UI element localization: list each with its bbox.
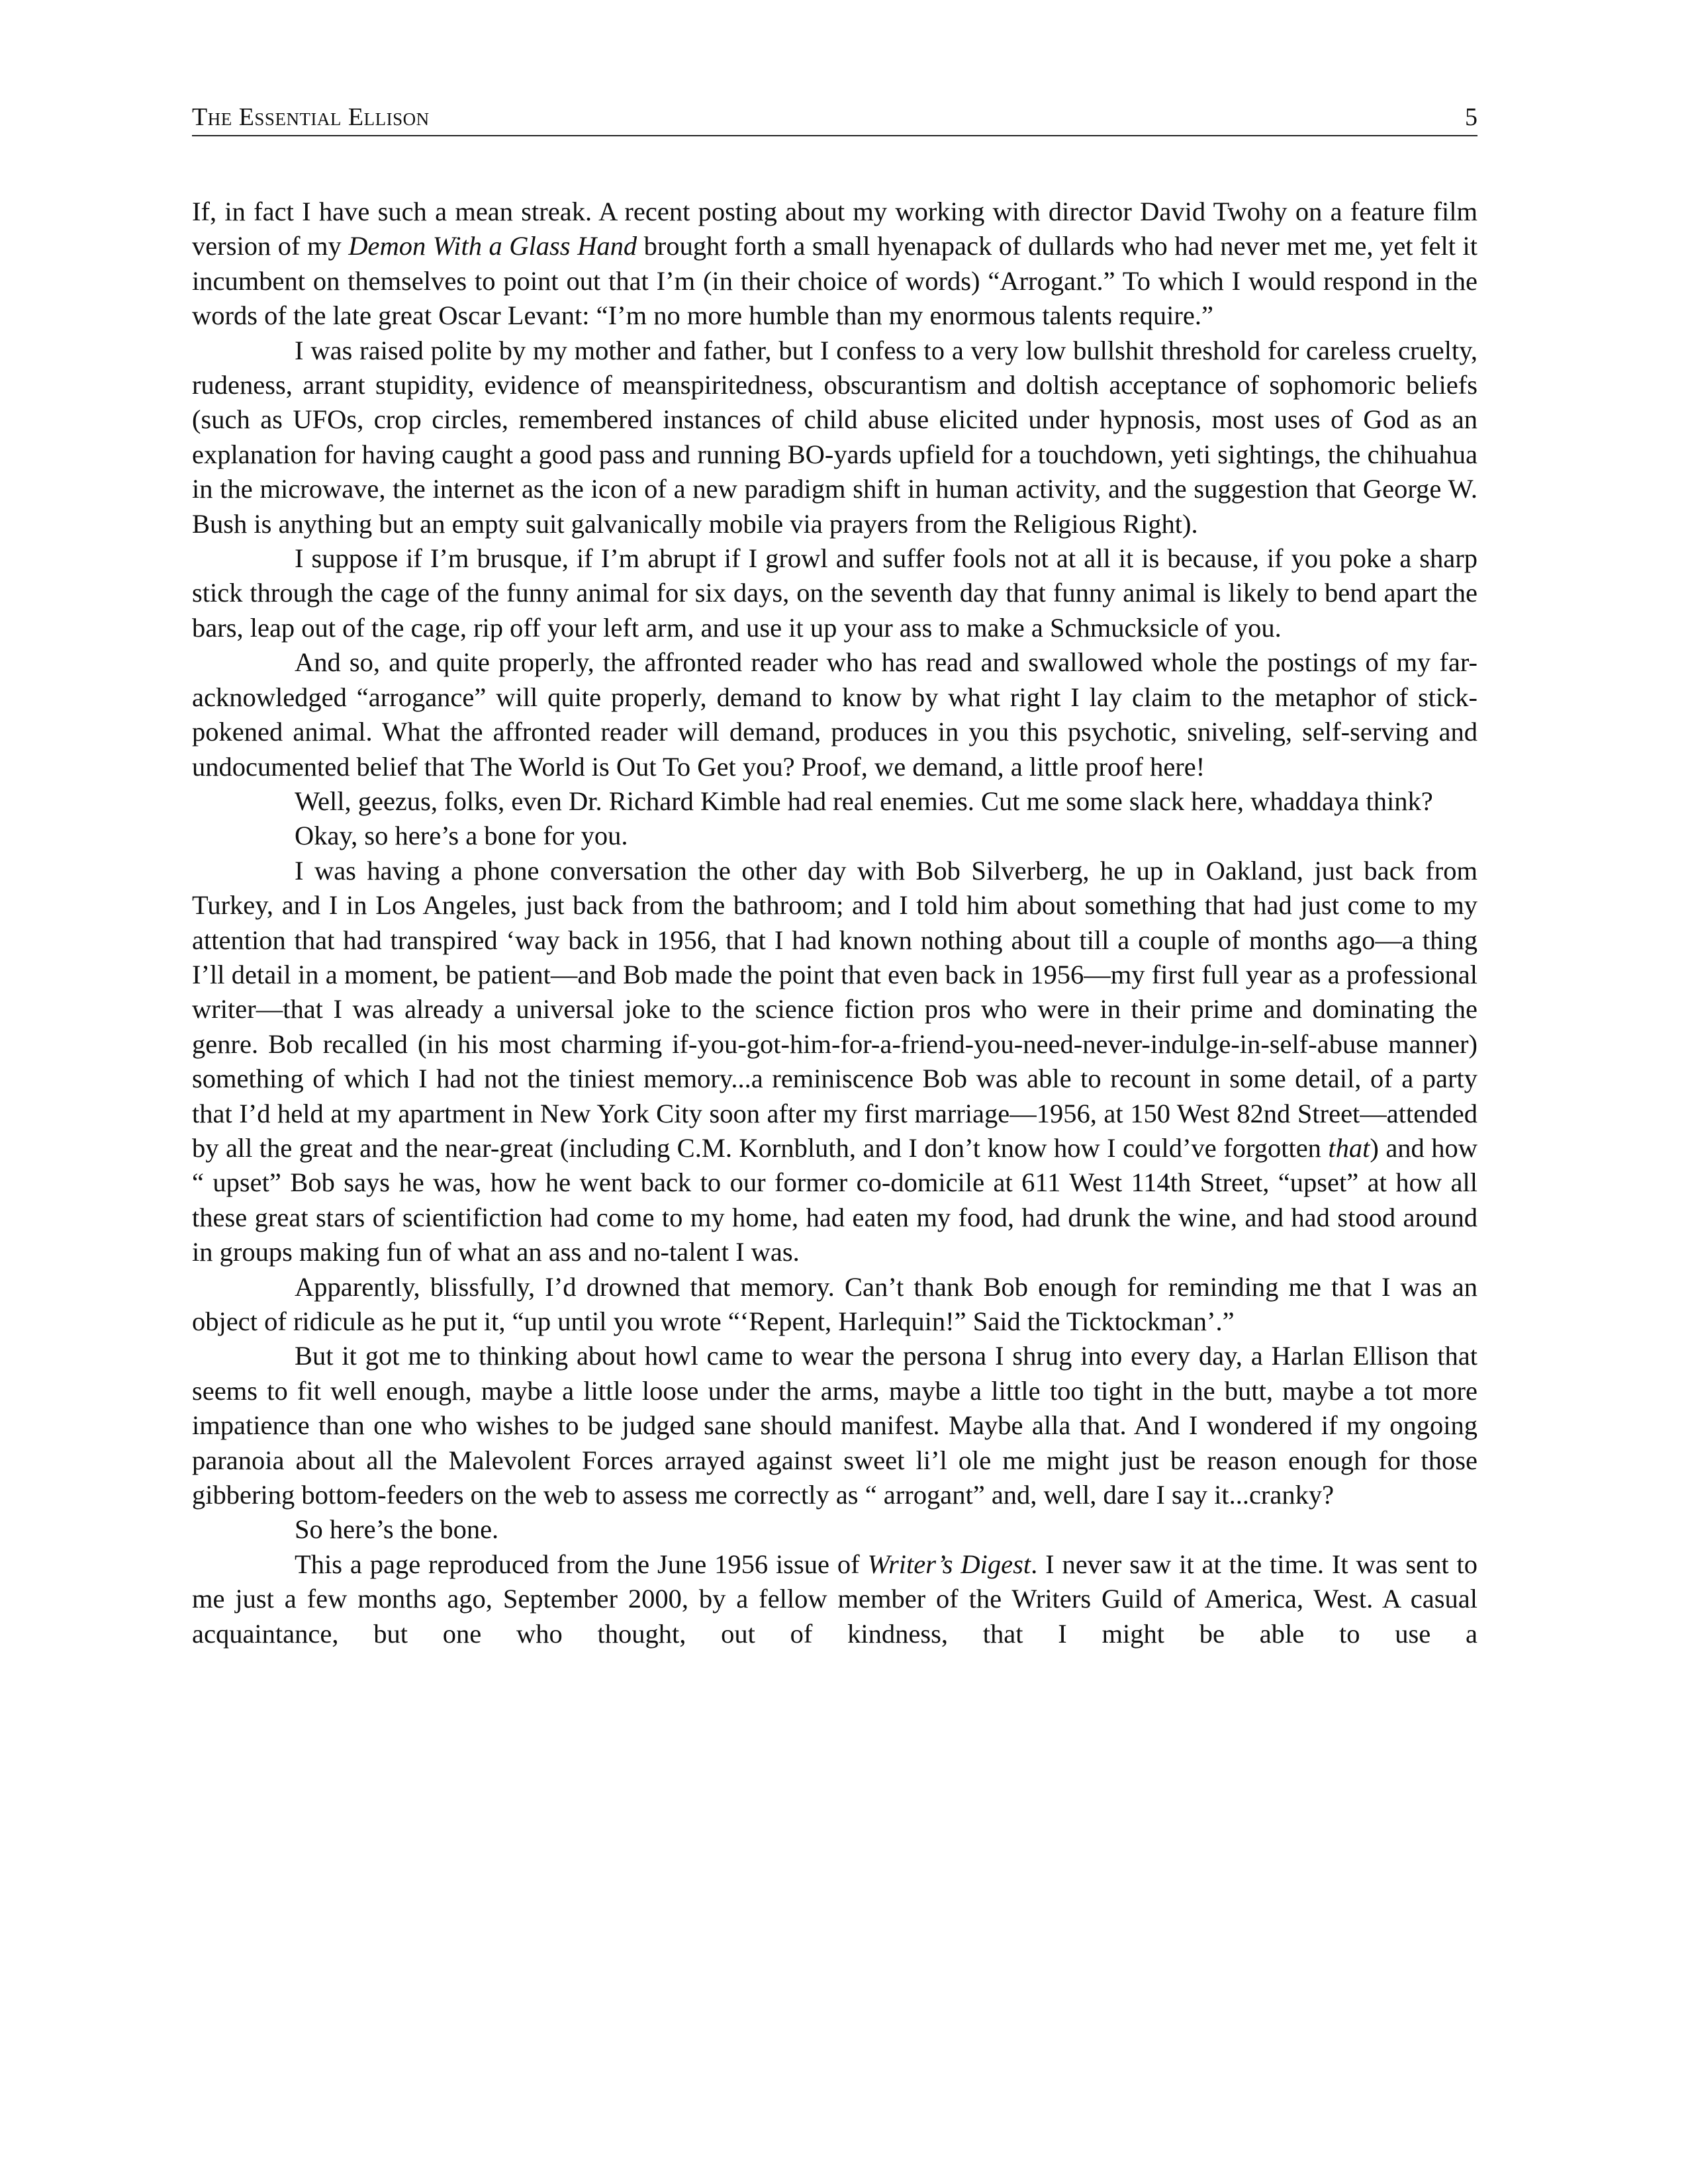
paragraph-text: And so, and quite properly, the affronted reader who has read and swallowed whole the postings of my far-acknowledged “arrogance” will quite properly, demand to know by what right I lay claim to the metaphor of stick-pokened animal. What the affronted reader will demand, produces in you this psychotic, sniveling, self-serving and undocumented belief that The World is Out To Get you? Proof, we demand, a little proof here! [192,647,1477,782]
paragraph [192,195,1477,334]
paragraph-text: ) and how “ upset” Bob says he was, how he went back to our former co-domicile at 611 West 114th Street, “upset” at how all these great stars of scientifiction had come to my home, had eaten my food, had drunk the wine, and had stood around in groups making fun of what an ass and no-talent I was. [192,1132,1477,1267]
paragraph [192,1339,1477,1512]
paragraph-text: brought forth a small hyenapack of dullards who had never met me, yet felt it incumbent on themselves to point out that I’m (in their choice of words) “Arrogant.” To which I would respond in the words of the late great Oscar Levant: “I’m no more humble than my enormous talents require.” [192,231,1478,331]
paragraph-text: I suppose if I’m brusque, if I’m abrupt if I growl and suffer fools not at all it is because, if you poke a sharp stick through the cage of the funny animal for six days, on the seventh day that funny animal is likely to bend apart the bars, leap out of the cage, rip off your left arm, and use it up your ass to make a Schmucksicle of you. [192,543,1477,643]
italic-title-text: Writer’s Digest [867,1549,1031,1579]
paragraph [192,1512,1477,1547]
paragraph [192,819,1477,853]
running-header [192,105,1477,136]
paragraph-text: I was having a phone conversation the other day with Bob Silverberg, he up in Oakland, just back from Turkey, and I in Los Angeles, just back from the bathroom; and I told him about something that had just come to my attention that had transpired ‘way back in 1956, that I had known nothing about till a couple of months ago—a thing I’ll detail in a moment, be patient—and Bob made the point that even back in 1956—my first full year as a professional writer—that I was already a universal joke to the science fiction pros who were in their prime and dominating the genre. Bob recalled (in his most charming if-you-got-him-for-a-friend-you-need-never-indulge-in-self-abuse manner) something of which I had not the tiniest memory...a reminiscence Bob was able to recount in some detail, of a party that I’d held at my apartment in New York City soon after my first marriage—1956, at 150 West 82nd Street—attended by all the great and the near-great (including C.M. Kornbluth, and I don’t know how I could’ve forgotten [192,855,1477,1163]
paragraph [192,334,1477,541]
paragraph-text: But it got me to thinking about howl came to wear the persona I shrug into every day, a Harlan Ellison that seems to fit well enough, maybe a little loose under the arms, maybe a little too tight in the butt, maybe a tot more impatience than one who wishes to be judged sane should manifest. Maybe alla that. And I wondered if my ongoing paranoia about all the Malevolent Forces arrayed against sweet li’l ole me might just be reason enough for those gibbering bottom-feeders on the web to assess me correctly as “ arrogant” and, well, dare I say it...cranky? [192,1341,1477,1510]
paragraph [192,1270,1477,1340]
paragraph [192,541,1477,645]
paragraph-text: Apparently, blissfully, I’d drowned that memory. Can’t thank Bob enough for reminding me that I was an object of ridicule as he put it, “up until you wrote “‘Repent, Harlequin!” Said the Ticktockman’.” [192,1271,1477,1336]
body-text [192,195,1477,1651]
page-number: 5 [1465,103,1477,131]
paragraph [192,645,1477,784]
paragraph-text: Well, geezus, folks, even Dr. Richard Kimble had real enemies. Cut me some slack here, whaddaya think? [295,786,1433,816]
paragraph-text: This a page reproduced from the June 1956 issue of [295,1549,868,1579]
paragraph [192,1547,1477,1651]
italic-title-text: Demon With a Glass Hand [348,231,637,261]
paragraph [192,784,1477,819]
paragraph-text: If, in fact I have such a mean streak. A recent posting about my working with director David Twohy on a feature film version of my [192,197,1477,261]
italic-title-text: that [1328,1132,1370,1163]
paragraph [192,854,1477,1270]
paragraph-text: I was raised polite by my mother and father, but I confess to a very low bullshit threshold for careless cruelty, rudeness, arrant stupidity, evidence of meanspiritedness, obscurantism and doltish acceptance of sophomoric beliefs (such as UFOs, crop circles, remembered instances of child abuse elicited under hypnosis, most uses of God as an explanation for having caught a good pass and running BO-yards upfield for a touchdown, yeti sightings, the chihuahua in the microwave, the internet as the icon of a new paradigm shift in human activity, and the suggestion that George W. Bush is anything but an empty suit galvanically mobile via prayers from the Religious Right). [192,335,1477,539]
paragraph-text: Okay, so here’s a bone for you. [295,821,628,851]
paragraph-text: . I never saw it at the time. It was sent to me just a few months ago, September 2000, by a fellow member of the Writers Guild of America, West. A casual acquaintance, but one who thought, out of kindness, that I might be able to use a [192,1549,1477,1649]
paragraph-text: So here’s the bone. [295,1514,499,1545]
running-header-title: The Essential Ellison [192,103,430,131]
